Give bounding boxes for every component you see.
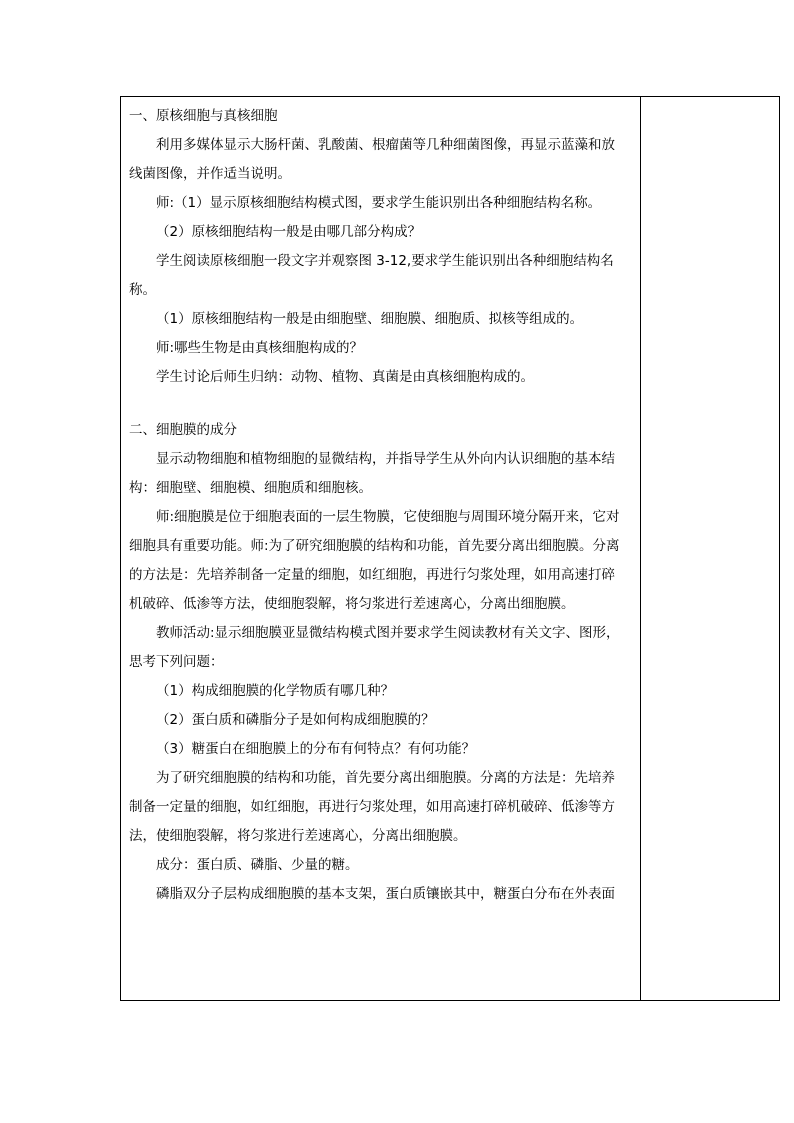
text-line: （1）构成细胞膜的化学物质有哪几种？ [156, 683, 395, 699]
paragraph [129, 619, 634, 677]
text-line: 磷脂双分子层构成细胞膜的基本支架，蛋白质镶嵌其中，糖蛋白分布在外表面 [156, 886, 615, 902]
blank-line [129, 392, 634, 416]
paragraph [129, 706, 634, 735]
paragraph [129, 735, 634, 764]
text-line: （2）原核细胞结构一般是由哪几部分构成？ [156, 224, 422, 240]
text-line: 学生讨论后师生归纳：动物、植物、真菌是由真核细胞构成的。 [156, 369, 534, 385]
text-line: 思考下列问题： [129, 654, 224, 670]
text-line: 师:细胞膜是位于细胞表面的一层生物膜，它使细胞与周围环境分隔开来，它对 [156, 509, 620, 525]
text-line: 称。 [129, 282, 156, 298]
paragraph [129, 363, 634, 392]
text-line: （1）原核细胞结构一般是由细胞壁、细胞膜、细胞质、拟核等组成的。 [156, 311, 584, 327]
text-line: （3）糖蛋白在细胞膜上的分布有何特点？有何功能？ [156, 741, 476, 757]
text-line: 师:（1）显示原核细胞结构模式图，要求学生能识别出各种细胞结构名称。 [156, 195, 602, 211]
content-cell [121, 97, 641, 1000]
paragraph [129, 764, 634, 851]
paragraph [129, 189, 634, 218]
paragraph [129, 305, 634, 334]
paragraph [129, 131, 634, 189]
lesson-table [120, 96, 780, 1001]
text-line: 师:哪些生物是由真核细胞构成的？ [156, 340, 364, 356]
text-line: 细胞具有重要功能。师:为了研究细胞膜的结构和功能，首先要分离出细胞膜。分离 [129, 538, 620, 554]
text-line: 利用多媒体显示大肠杆菌、乳酸菌、根瘤菌等几种细菌图像，再显示蓝藻和放 [156, 137, 615, 153]
text-line: 的方法是：先培养制备一定量的细胞，如红细胞，再进行匀浆处理，如用高速打碎 [129, 567, 615, 583]
text-line: 制备一定量的细胞，如红细胞，再进行匀浆处理，如用高速打碎机破碎、低渗等方 [129, 799, 615, 815]
paragraph [129, 218, 634, 247]
paragraph [129, 880, 634, 909]
text-line: 教师活动:显示细胞膜亚显微结构模式图并要求学生阅读教材有关文字、图形， [156, 625, 620, 641]
text-line: 线菌图像，并作适当说明。 [129, 166, 291, 182]
section-heading: 二、细胞膜的成分 [129, 422, 237, 438]
section-heading: 一、原核细胞与真核细胞 [129, 108, 278, 124]
text-line: 成分：蛋白质、磷脂、少量的糖。 [156, 857, 359, 873]
paragraph [129, 503, 634, 619]
text-line: 机破碎、低渗等方法，使细胞裂解，将匀浆进行差速离心，分离出细胞膜。 [129, 596, 575, 612]
text-line: 学生阅读原核细胞一段文字并观察图 3-12,要求学生能识别出各种细胞结构名 [156, 253, 614, 269]
notes-cell [641, 97, 779, 1000]
paragraph [129, 677, 634, 706]
paragraph [129, 851, 634, 880]
text-line: 为了研究细胞膜的结构和功能，首先要分离出细胞膜。分离的方法是：先培养 [156, 770, 615, 786]
text-line: 显示动物细胞和植物细胞的显微结构，并指导学生从外向内认识细胞的基本结 [156, 451, 615, 467]
paragraph [129, 445, 634, 503]
paragraph [129, 247, 634, 305]
paragraph [129, 334, 634, 363]
text-line: 法，使细胞裂解，将匀浆进行差速离心，分离出细胞膜。 [129, 828, 467, 844]
text-line: 构：细胞壁、细胞模、细胞质和细胞核。 [129, 480, 372, 496]
text-line: （2）蛋白质和磷脂分子是如何构成细胞膜的？ [156, 712, 435, 728]
